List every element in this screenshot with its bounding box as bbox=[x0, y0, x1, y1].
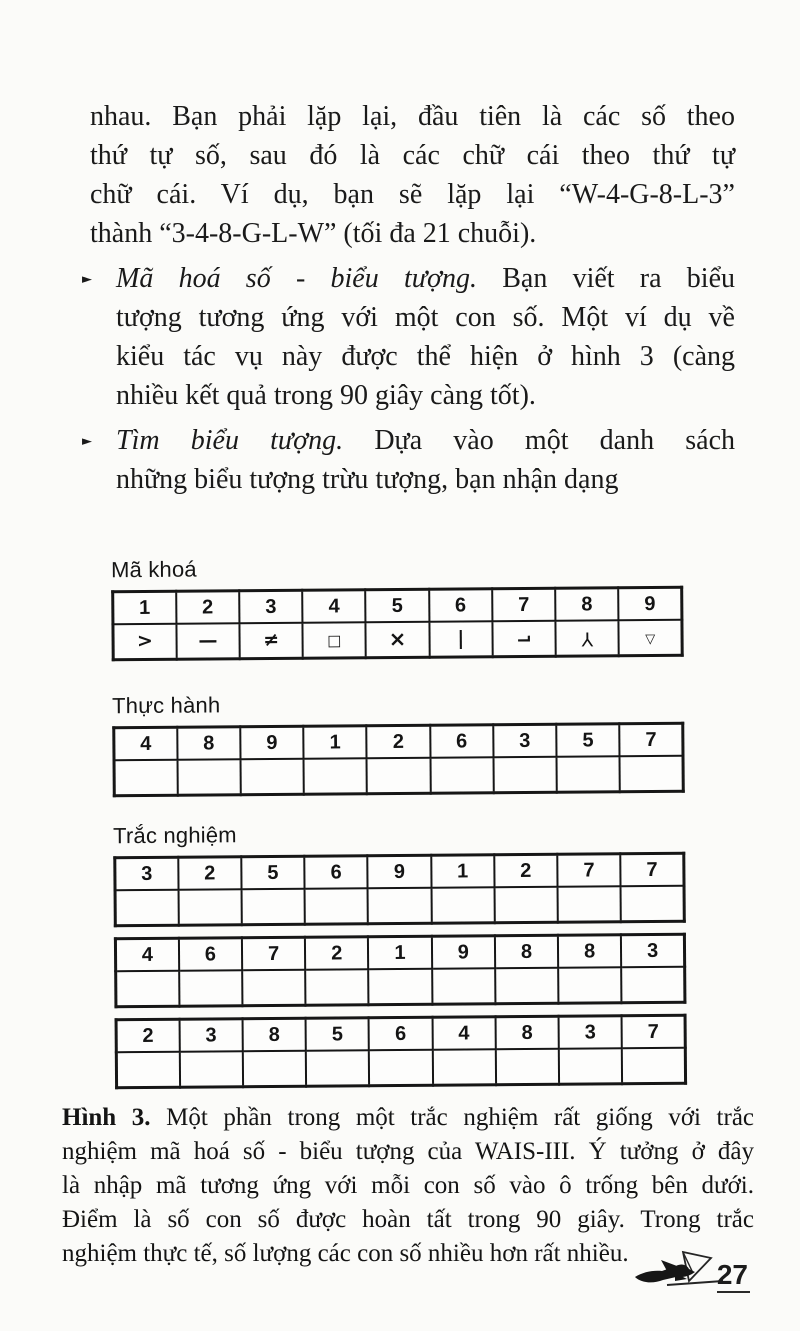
bullet-line-rest: Dựa vào một danh sách bbox=[374, 425, 735, 456]
test-digit-cell: 1 bbox=[368, 936, 431, 969]
test-table-2 bbox=[114, 933, 687, 1008]
test-digit-cell: 9 bbox=[431, 936, 494, 969]
answer-cell-empty bbox=[620, 756, 684, 792]
test-digit-cell: 2 bbox=[494, 854, 557, 887]
key-digit-cell: 1 bbox=[113, 591, 176, 624]
paragraph-line: thứ tự số, sau đó là các chữ cái theo thứ tự bbox=[90, 140, 735, 171]
test-digit-cell: 5 bbox=[306, 1018, 369, 1051]
answer-cell-empty bbox=[178, 889, 241, 925]
key-symbol-cell bbox=[239, 623, 302, 659]
paragraph-line: chữ cái. Ví dụ, bạn sẽ lặp lại “W-4-G-8-L-3” bbox=[90, 179, 735, 210]
test-digits-row bbox=[115, 934, 684, 971]
test-digits-row bbox=[115, 853, 684, 890]
key-symbols-row bbox=[113, 620, 682, 660]
quill-bird-ornament-icon bbox=[631, 1249, 723, 1295]
test-digit-cell: 6 bbox=[304, 856, 367, 889]
key-digit-cell: 5 bbox=[366, 589, 429, 622]
paragraph-line: thành “3-4-8-G-L-W” (tối đa 21 chuỗi). bbox=[90, 218, 537, 249]
test-digit-cell: 9 bbox=[368, 855, 431, 888]
practice-digit-cell: 2 bbox=[367, 725, 430, 758]
greater-than-symbol-icon bbox=[137, 631, 153, 650]
answer-cell-empty bbox=[368, 888, 431, 924]
caption-line: nghiệm mã hoá số - biểu tượng của WAIS-III. Ý tưởng ở đây bbox=[62, 1138, 754, 1165]
bullet-line-rest: Bạn viết ra biểu bbox=[502, 263, 735, 294]
test-digit-cell: 8 bbox=[242, 1018, 305, 1051]
test-digit-cell: 8 bbox=[495, 1016, 558, 1049]
paragraph-line: nhau. Bạn phải lặp lại, đầu tiên là các số theo bbox=[90, 101, 735, 132]
test-digit-cell: 7 bbox=[622, 1015, 686, 1048]
answer-cell-empty bbox=[496, 1049, 559, 1085]
practice-table bbox=[112, 722, 685, 797]
practice-digit-cell: 6 bbox=[430, 725, 493, 758]
practice-digit-cell: 3 bbox=[493, 724, 556, 757]
caption-label: Hình 3. bbox=[62, 1104, 151, 1131]
answer-cell-empty bbox=[432, 1049, 495, 1085]
caption-line bbox=[62, 1101, 754, 1135]
test-digit-cell: 1 bbox=[431, 855, 494, 888]
figure-caption bbox=[62, 1101, 754, 1271]
answer-cell-empty bbox=[558, 967, 621, 1003]
answer-cell-empty bbox=[558, 886, 621, 922]
test-digit-cell: 7 bbox=[242, 937, 305, 970]
practice-digit-cell: 1 bbox=[303, 726, 366, 759]
answer-cell-empty bbox=[179, 970, 242, 1006]
answer-cell-empty bbox=[242, 970, 305, 1006]
key-symbol-cell bbox=[429, 621, 492, 657]
test-digit-cell: 2 bbox=[305, 937, 368, 970]
test-digit-cell: 3 bbox=[621, 934, 685, 967]
answer-cell-empty bbox=[180, 1051, 243, 1087]
test-digit-cell: 3 bbox=[115, 857, 178, 890]
test-digit-cell: 8 bbox=[495, 935, 558, 968]
bullet-item-symbol-search bbox=[82, 421, 735, 499]
bullet-item-digit-symbol-coding bbox=[82, 259, 735, 415]
not-equal-symbol-icon bbox=[263, 630, 279, 649]
test-digit-cell: 4 bbox=[432, 1017, 495, 1050]
bullet-lead-italic: Tìm biểu tượng. bbox=[116, 425, 344, 456]
corner-symbol-icon bbox=[516, 628, 532, 647]
test-digit-cell: 5 bbox=[241, 856, 304, 889]
test-digit-cell: 3 bbox=[559, 1016, 622, 1049]
key-digit-cell: 3 bbox=[239, 590, 302, 623]
key-symbol-cell bbox=[492, 621, 555, 657]
key-digit-cell: 8 bbox=[555, 588, 618, 621]
key-symbol-cell bbox=[555, 620, 618, 656]
answer-cell-empty bbox=[369, 969, 432, 1005]
practice-digit-cell: 4 bbox=[114, 727, 177, 760]
key-digit-cell: 7 bbox=[492, 588, 555, 621]
practice-digit-cell: 7 bbox=[619, 723, 683, 756]
key-symbol-cell bbox=[176, 623, 239, 659]
body-text-block bbox=[82, 0, 735, 499]
practice-table-label: Thực hành bbox=[111, 692, 221, 719]
paragraph bbox=[90, 97, 735, 253]
test-digit-cell: 3 bbox=[179, 1019, 242, 1052]
practice-digit-cell: 5 bbox=[556, 724, 619, 757]
test-answer-row bbox=[115, 886, 684, 926]
key-digit-cell: 2 bbox=[176, 591, 239, 624]
answer-cell-empty bbox=[557, 756, 620, 792]
answer-cell-empty bbox=[430, 757, 493, 793]
key-symbol-cell bbox=[619, 620, 683, 656]
answer-cell-empty bbox=[494, 887, 557, 923]
answer-cell-empty bbox=[305, 969, 368, 1005]
vertical-bar-symbol-icon bbox=[457, 629, 464, 648]
answer-cell-empty bbox=[621, 967, 685, 1003]
answer-cell-empty bbox=[622, 1048, 686, 1084]
practice-digit-cell: 9 bbox=[240, 726, 303, 759]
answer-cell-empty bbox=[241, 889, 304, 925]
bullet-triangle-icon: ► bbox=[82, 434, 92, 449]
bullet-text bbox=[116, 259, 735, 415]
test-digit-cell: 2 bbox=[116, 1019, 179, 1052]
caption-line: nghiệm thực tế, số lượng các con số nhiều hơn rất nhiều. bbox=[62, 1240, 629, 1267]
answer-cell-empty bbox=[115, 890, 178, 926]
key-symbol-cell bbox=[303, 622, 366, 658]
key-digits-row bbox=[113, 587, 682, 624]
key-symbol-cell bbox=[366, 622, 429, 658]
caption-line-rest: Một phần trong một trắc nghiệm rất giống với trắc bbox=[166, 1104, 755, 1131]
key-digit-cell: 9 bbox=[618, 587, 682, 620]
bullet-line bbox=[116, 259, 735, 298]
key-symbol-cell bbox=[113, 624, 176, 660]
test-digit-cell: 8 bbox=[558, 935, 621, 968]
test-digit-cell: 6 bbox=[179, 938, 242, 971]
practice-answer-row bbox=[114, 756, 683, 796]
test-digit-cell: 7 bbox=[557, 854, 620, 887]
answer-cell-empty bbox=[177, 759, 240, 795]
page-number: 27 bbox=[717, 1260, 750, 1293]
bullet-line: những biểu tượng trừu tượng, bạn nhận dạng bbox=[116, 464, 619, 495]
key-table bbox=[111, 586, 684, 661]
answer-cell-empty bbox=[367, 758, 430, 794]
key-table-label: Mã khoá bbox=[110, 556, 197, 583]
answer-cell-empty bbox=[116, 1052, 179, 1088]
test-answer-row bbox=[116, 967, 685, 1007]
test-answer-row bbox=[116, 1048, 685, 1088]
page-footer bbox=[631, 1249, 750, 1293]
answer-cell-empty bbox=[305, 888, 368, 924]
turned-y-symbol-icon bbox=[581, 628, 593, 647]
test-table-3 bbox=[115, 1014, 688, 1089]
key-digit-cell: 6 bbox=[429, 589, 492, 622]
answer-cell-empty bbox=[493, 757, 556, 793]
multiply-symbol-icon bbox=[389, 628, 407, 649]
test-digit-cell: 4 bbox=[115, 938, 178, 971]
answer-cell-empty bbox=[431, 887, 494, 923]
test-table-label: Trắc nghiệm bbox=[113, 822, 237, 849]
answer-cell-empty bbox=[559, 1048, 622, 1084]
answer-cell-empty bbox=[243, 1051, 306, 1087]
answer-cell-empty bbox=[114, 760, 177, 796]
answer-cell-empty bbox=[432, 968, 495, 1004]
test-table-1 bbox=[113, 852, 686, 927]
dash-symbol-icon bbox=[198, 631, 217, 650]
answer-cell-empty bbox=[621, 886, 685, 922]
square-symbol-icon bbox=[327, 630, 341, 649]
figure-3-digit-symbol-test bbox=[111, 553, 687, 1089]
answer-cell-empty bbox=[306, 1050, 369, 1086]
test-digit-cell: 2 bbox=[178, 857, 241, 890]
test-digit-cell: 7 bbox=[621, 853, 685, 886]
caption-line: Điểm là số con số được hoàn tất trong 90 giây. Trong trắc bbox=[62, 1206, 754, 1233]
triangle-down-symbol-icon bbox=[645, 627, 655, 646]
bullet-line: nhiều kết quả trong 90 giây càng tốt). bbox=[116, 380, 536, 411]
practice-digit-cell: 8 bbox=[177, 727, 240, 760]
practice-digits-row bbox=[114, 723, 683, 760]
answer-cell-empty bbox=[495, 968, 558, 1004]
caption-line: là nhập mã tương ứng với mỗi con số vào ô trống bên dưới. bbox=[62, 1172, 754, 1199]
key-digit-cell: 4 bbox=[302, 590, 365, 623]
bullet-line bbox=[116, 421, 735, 460]
bullet-triangle-icon: ► bbox=[82, 272, 92, 287]
answer-cell-empty bbox=[369, 1050, 432, 1086]
test-digits-row bbox=[116, 1015, 685, 1052]
bullet-line: tượng tương ứng với một con số. Một ví dụ về bbox=[116, 302, 735, 333]
answer-cell-empty bbox=[116, 971, 179, 1007]
test-digit-cell: 6 bbox=[369, 1017, 432, 1050]
bullet-line: kiểu tác vụ này được thể hiện ở hình 3 (càng bbox=[116, 341, 735, 372]
bullet-lead-italic: Mã hoá số - biểu tượng. bbox=[116, 263, 477, 294]
answer-cell-empty bbox=[240, 759, 303, 795]
bullet-text bbox=[116, 421, 735, 499]
answer-cell-empty bbox=[304, 758, 367, 794]
